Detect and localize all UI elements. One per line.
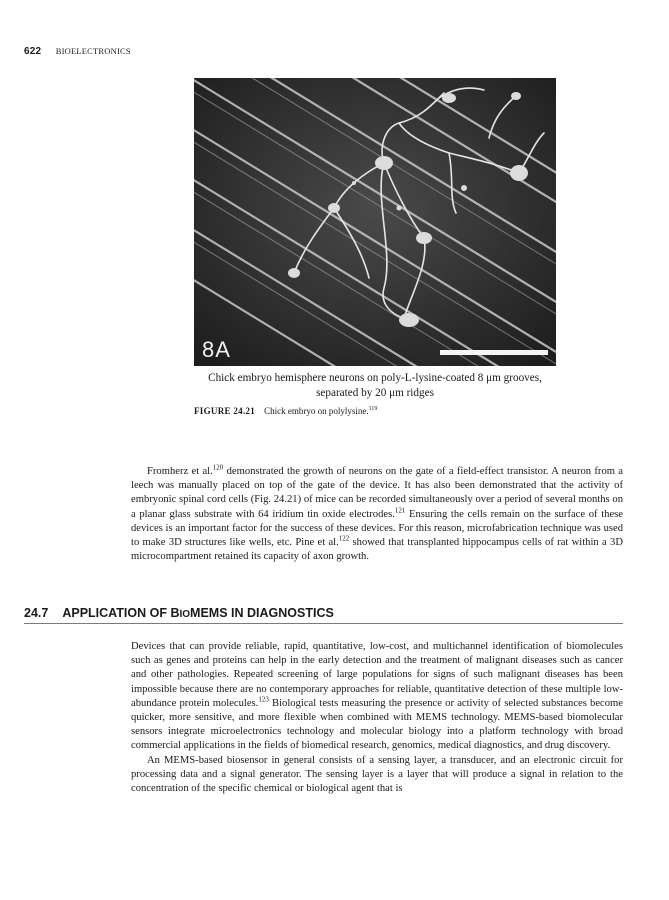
figure-title: Chick embryo on polylysine. bbox=[264, 406, 369, 416]
running-title: BIOELECTRONICS bbox=[55, 46, 131, 56]
paragraph-biosensor: An MEMS-based biosensor in general consists of a sensing layer, a transducer, and an electronic circuit for processing data and a signal generator. The sensing layer is a layer that will produce a signal in relation to the concentration of the specific chemical or biological agent that is bbox=[131, 754, 623, 795]
figure-caption bbox=[194, 406, 377, 416]
inner-caption-line-2: separated by 20 μm ridges bbox=[316, 387, 434, 399]
figure-number: FIGURE 24.21 bbox=[194, 406, 256, 416]
figure-reference: 119 bbox=[368, 406, 378, 412]
citation: 122 bbox=[338, 534, 350, 543]
section-number: 24.7 bbox=[24, 606, 49, 620]
scale-bar bbox=[440, 350, 548, 355]
citation: 120 bbox=[212, 463, 224, 472]
citation: 121 bbox=[394, 506, 406, 515]
citation: 123 bbox=[258, 695, 269, 704]
panel-label: 8A bbox=[202, 337, 231, 362]
paragraph-fromherz: Fromherz et al.$^{120}$ demonstrated the growth of neurons on the gate of a field-effect transistor. A neuron from a leech was manually placed on top of the gate of the device. It has also been demonstrated that the activity of embryonic spinal cord cells (Fig. 24.21) of mice can be recorded simultaneously over a period of several months on a planar glass substrate with 64 iridium tin oxide electrodes.$^{121}$ Ensuring the cells remain on the surface of these devices is an important factor for the success of these devices. For this reason, microfabrication technique was used to make 3D structures like wells, etc. Pine et al.$^{122}$ showed that transplanted hippocampus cells of rat within a 3D microcompartment retained its capacity of axon growth. bbox=[131, 463, 623, 563]
page-header bbox=[24, 46, 131, 57]
figure-inner-caption bbox=[194, 371, 556, 401]
micrograph-image bbox=[194, 78, 556, 366]
micrograph-figure bbox=[194, 78, 556, 366]
paragraph-diagnostics: Devices that can provide reliable, rapid, quantitative, low-cost, and multichannel identification of biomolecules such as genes and proteins can help in the early detection and the treatment of malignant diseases such as cancer and other pathologies. Repeated screening of large populations for signs of such malignant diseases has been impossible because there are no contemporary approaches for reliable, quantitative detection of these multiple low-abundance protein molecules.$^{123}$ Biological tests measuring the presence or activity of selected substances become quicker, more sensitive, and more flexible when combined with MEMS technology. MEMS-based biomolecular sensors integrate microelectronics technology and molecular biology into a platform technology with broad commercial applications in the fields of biomedical research, genomics, medical diagnostics, and drug discovery. An MEMS-based biosensor in general consists of a sensing layer, a transducer, and an electronic circuit for processing data and a signal generator. The sensing layer is a layer that will produce a signal in relation to the concentration of the specific chemical or biological agent that is bbox=[131, 640, 623, 796]
section-heading: 24.7 APPLICATION OF BIOMEMS IN DIAGNOSTICS bbox=[24, 606, 623, 624]
page-number: 622 bbox=[24, 46, 42, 57]
inner-caption-line-1: Chick embryo hemisphere neurons on poly-L-lysine-coated 8 μm grooves, bbox=[208, 372, 542, 384]
